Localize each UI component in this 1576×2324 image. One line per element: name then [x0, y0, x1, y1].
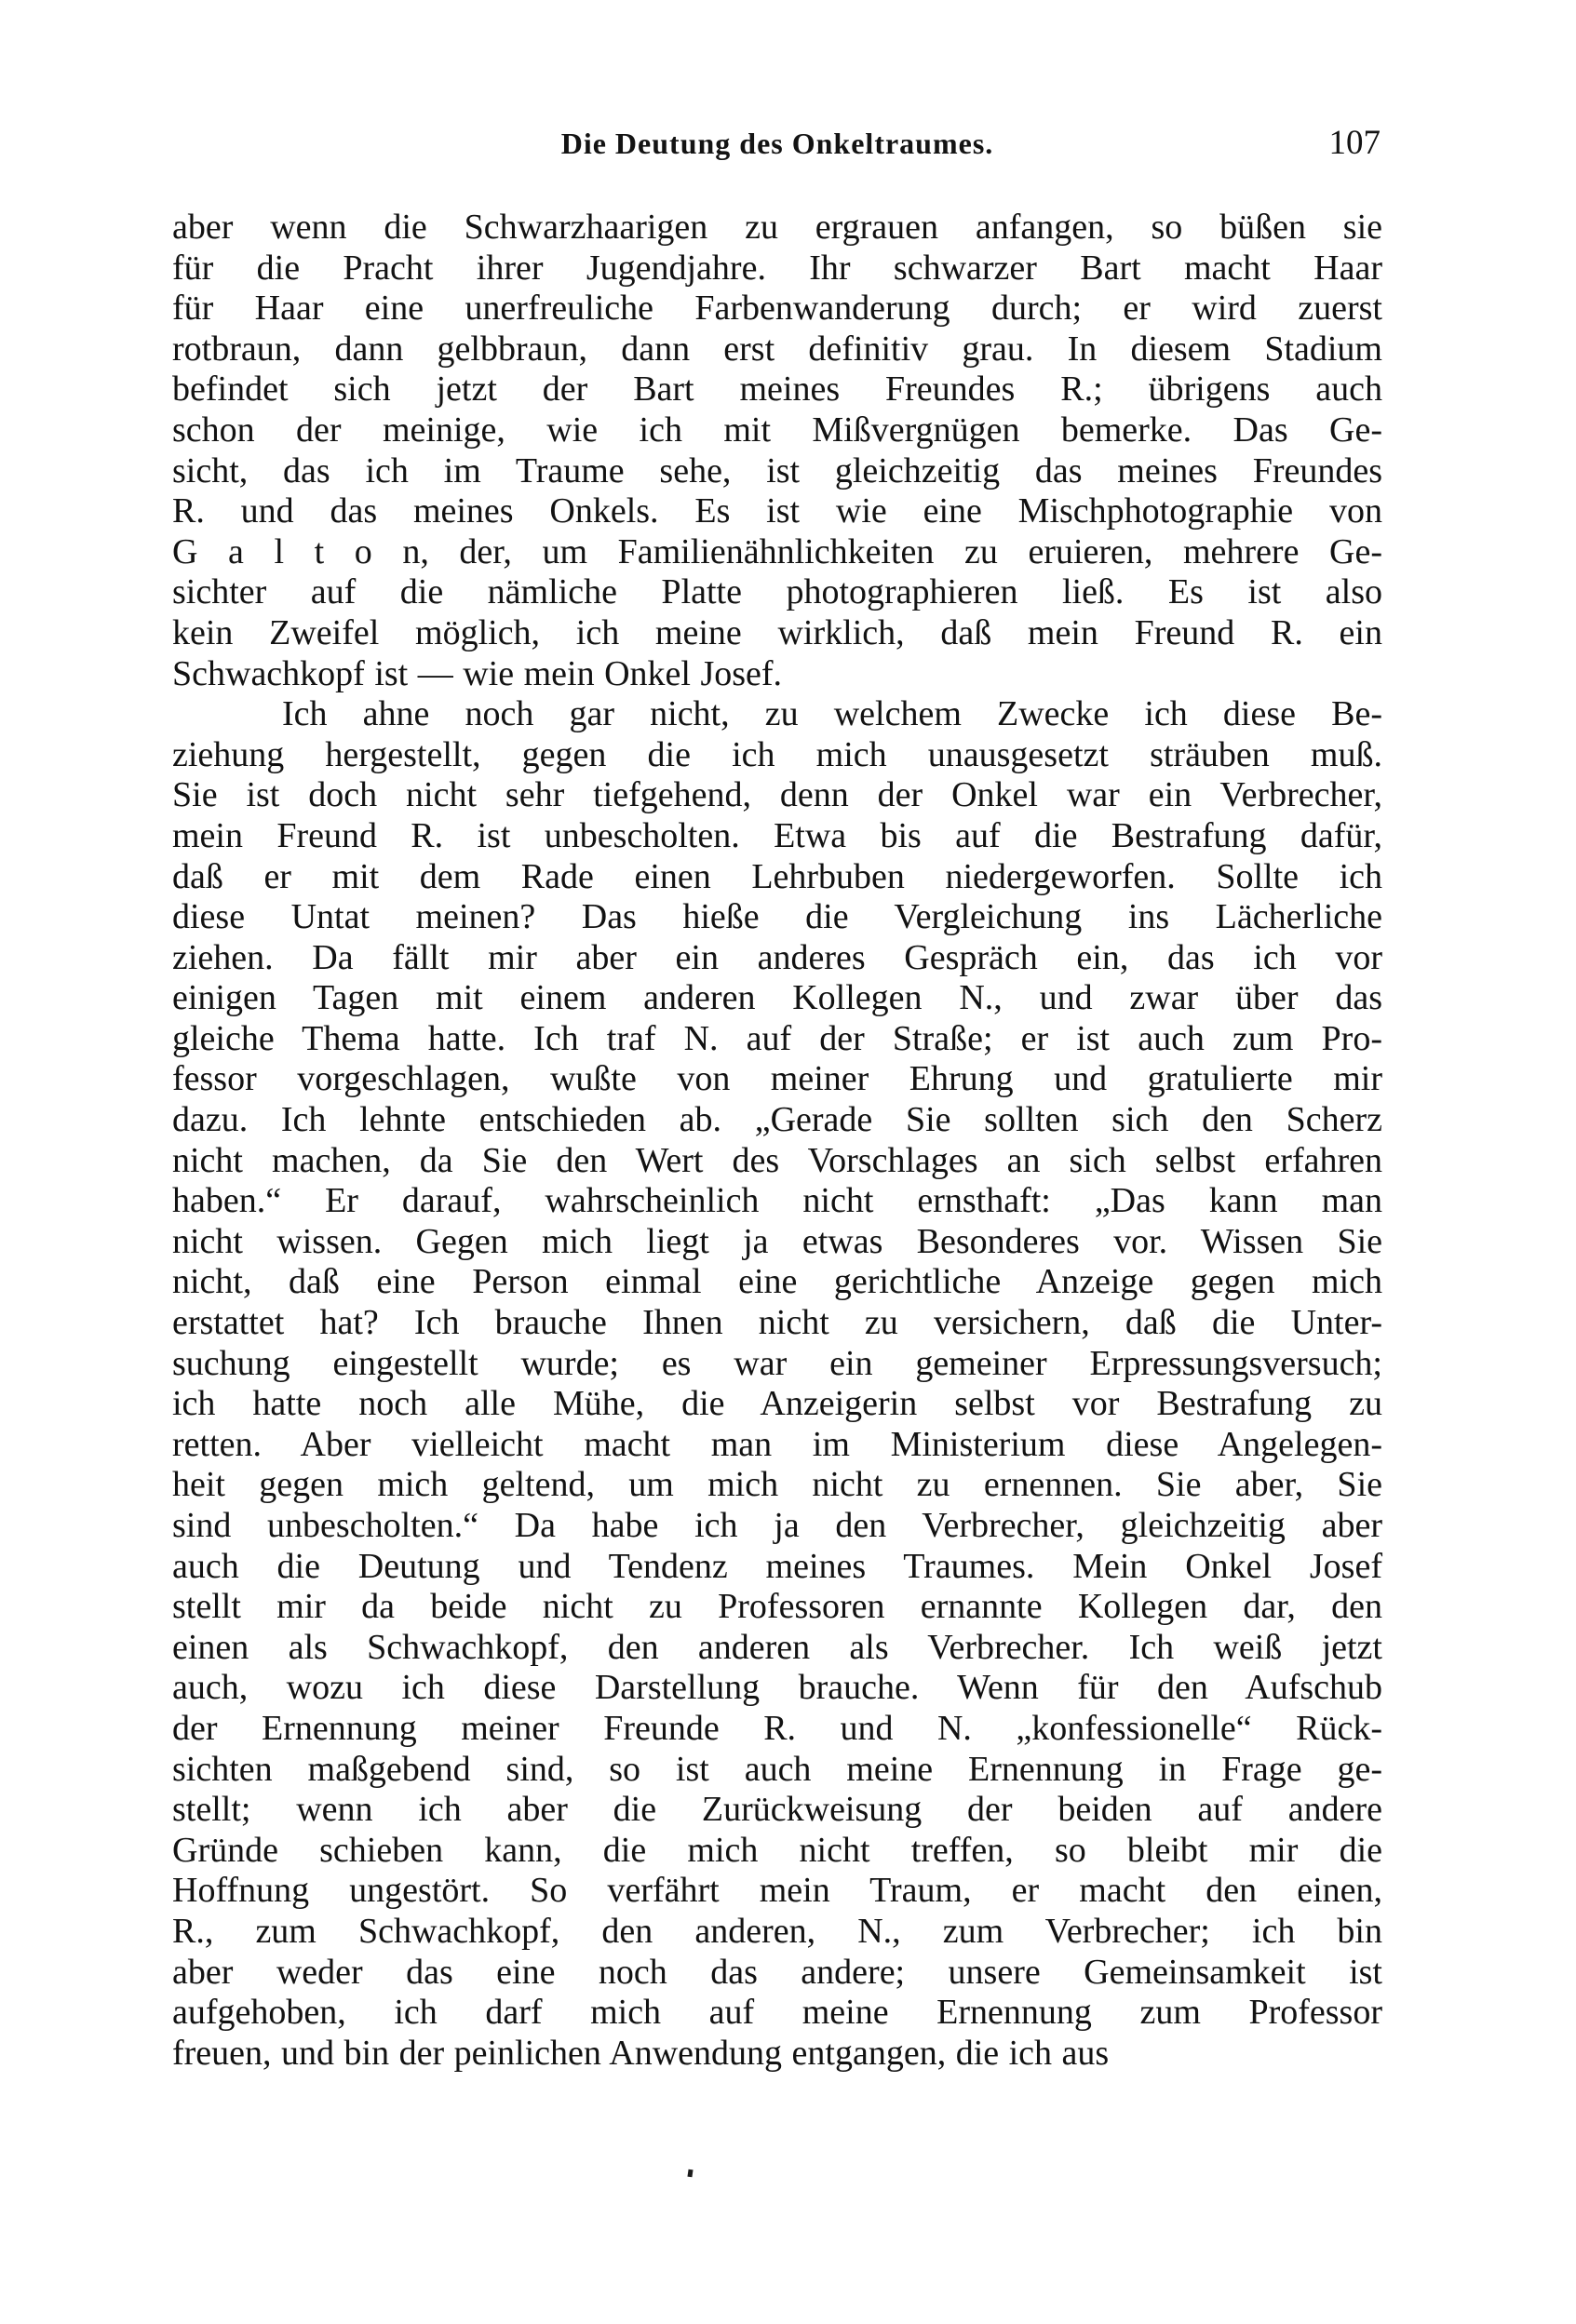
text-line: ziehen. Da fällt mir aber ein anderes Gespräch ein, das ich vor [172, 937, 1382, 977]
page-number: 107 [1328, 124, 1381, 162]
text-line: suchung eingestellt wurde; es war ein gemeiner Erpressungsversuch; [172, 1343, 1382, 1383]
text-line: nicht machen, da Sie den Wert des Vorschlages an sich selbst erfahren [172, 1140, 1382, 1180]
text-line: einigen Tagen mit einem anderen Kollegen N., und zwar über das [172, 978, 1382, 1018]
text-line: sichten maßgebend sind, so ist auch meine Ernennung in Frage ge- [172, 1749, 1382, 1789]
text-line: mein Freund R. ist unbescholten. Etwa bis auf die Bestrafung dafür, [172, 815, 1382, 855]
text-line: kein Zweifel möglich, ich meine wirklich, daß mein Freund R. ein [172, 612, 1382, 652]
text-line: Sie ist doch nicht sehr tiefgehend, denn der Onkel war ein Verbrecher, [172, 775, 1382, 815]
text-line: sind unbescholten.“ Da habe ich ja den Verbrecher, gleichzeitig aber [172, 1506, 1382, 1545]
text-line: Schwachkopf ist — wie mein Onkel Josef. [172, 653, 783, 693]
text-line: Gründe schieben kann, die mich nicht treffen, so bleibt mir die [172, 1830, 1382, 1870]
text-line: nicht, daß eine Person einmal eine gerichtliche Anzeige gegen mich [172, 1262, 1382, 1302]
text-line: G a l t o n, der, um Familienähnlichkeiten zu eruieren, mehrere Ge- [172, 531, 1382, 571]
text-line: freuen, und bin der peinlichen Anwendung entgangen, die ich aus [172, 2033, 1110, 2073]
text-line: diese Untat meinen? Das hieße die Vergleichung ins Lächerliche [172, 897, 1382, 937]
text-line: schon der meinige, wie ich mit Mißvergnügen bemerke. Das Ge- [172, 410, 1382, 450]
text-line: dazu. Ich lehnte entschieden ab. „Gerade Sie sollten sich den Scherz [172, 1100, 1382, 1140]
paragraph [172, 208, 1382, 694]
text-line: R. und das meines Onkels. Es ist wie eine Mischphotographie von [172, 491, 1382, 531]
page-header [172, 124, 1382, 168]
text-line: aufgehoben, ich darf mich auf meine Ernennung zum Professor [172, 1993, 1382, 2033]
text-line: aber weder das eine noch das andere; unsere Gemeinsamkeit ist [172, 1952, 1382, 1992]
text-line: ziehung hergestellt, gegen die ich mich unausgesetzt sträuben muß. [172, 734, 1382, 774]
text-line: Hoffnung ungestört. So verfährt mein Traum, er macht den einen, [172, 1871, 1382, 1911]
text-line: für Haar eine unerfreuliche Farbenwanderung durch; er wird zuerst [172, 289, 1382, 329]
text-line: ich hatte noch alle Mühe, die Anzeigerin selbst vor Bestrafung zu [172, 1384, 1382, 1424]
text-line: auch, wozu ich diese Darstellung brauche. Wenn für den Aufschub [172, 1668, 1382, 1708]
text-line: erstattet hat? Ich brauche Ihnen nicht zu versichern, daß die Unter- [172, 1303, 1382, 1343]
text-line: aber wenn die Schwarzhaarigen zu ergrauen anfangen, so büßen sie [172, 208, 1382, 247]
text-line: stellt mir da beide nicht zu Professoren ernannte Kollegen dar, den [172, 1587, 1382, 1627]
text-line: sichter auf die nämliche Platte photographieren ließ. Es ist also [172, 572, 1382, 612]
text-line: der Ernennung meiner Freunde R. und N. „konfessionelle“ Rück- [172, 1708, 1382, 1748]
text-block [172, 208, 1382, 2074]
text-line: Ich ahne noch gar nicht, zu welchem Zwecke ich diese Be- [282, 694, 1382, 734]
text-line: R., zum Schwachkopf, den anderen, N., zum Verbrecher; ich bin [172, 1911, 1382, 1951]
text-line: gleiche Thema hatte. Ich traf N. auf der Straße; er ist auch zum Pro- [172, 1018, 1382, 1058]
text-line: rotbraun, dann gelbbraun, dann erst definitiv grau. In diesem Stadium [172, 329, 1382, 369]
scan-artifact-dot [687, 2170, 693, 2178]
paragraph [172, 694, 1382, 2074]
text-line: sicht, das ich im Traume sehe, ist gleichzeitig das meines Freundes [172, 450, 1382, 490]
text-line: daß er mit dem Rade einen Lehrbuben niedergeworfen. Sollte ich [172, 856, 1382, 896]
text-line: fessor vorgeschlagen, wußte von meiner Ehrung und gratulierte mir [172, 1059, 1382, 1099]
text-line: befindet sich jetzt der Bart meines Freundes R.; übrigens auch [172, 369, 1382, 410]
text-line: nicht wissen. Gegen mich liegt ja etwas Besonderes vor. Wissen Sie [172, 1221, 1382, 1261]
text-line: retten. Aber vielleicht macht man im Ministerium diese Angelegen- [172, 1424, 1382, 1464]
text-line: haben.“ Er darauf, wahrscheinlich nicht ernsthaft: „Das kann man [172, 1181, 1382, 1221]
text-line: für die Pracht ihrer Jugendjahre. Ihr schwarzer Bart macht Haar [172, 248, 1382, 288]
text-line: auch die Deutung und Tendenz meines Traumes. Mein Onkel Josef [172, 1546, 1382, 1586]
running-title: Die Deutung des Onkeltraumes. [560, 127, 994, 160]
text-line: einen als Schwachkopf, den anderen als Verbrecher. Ich weiß jetzt [172, 1627, 1382, 1667]
text-line: stellt; wenn ich aber die Zurückweisung der beiden auf andere [172, 1790, 1382, 1830]
text-line: heit gegen mich geltend, um mich nicht zu ernennen. Sie aber, Sie [172, 1465, 1382, 1505]
